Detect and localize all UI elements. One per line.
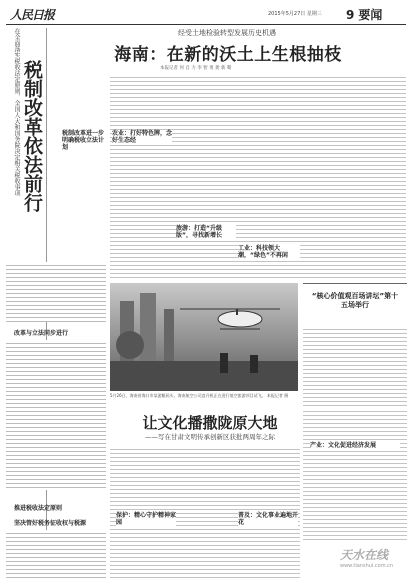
left-article-title: 税制改革依法前行 <box>21 60 43 212</box>
top-story-headline: 海南：在新的沃土上生根抽枝 <box>114 45 342 65</box>
left-body-text-4 <box>6 530 106 578</box>
top-story-subhead-a: 农业：打好特色牌，念好生态经 <box>112 130 173 144</box>
left-article-subtitle: 在全面落实税收法定原则、全国人大和国务院决定相关税收事项 <box>13 28 20 196</box>
left-section-heading-d: 坚决管好税务征收权与税源 <box>14 520 87 527</box>
sidebar-body <box>303 326 407 406</box>
left-section-heading-c: 推进税收法定原则 <box>14 505 63 512</box>
photo-caption: 5月26日，海南省海口市某游艇码头，海南航空公司直升机正在进行低空旅游项目试飞。 本报记者 摄 <box>110 393 289 398</box>
helicopter-photo-scene <box>110 283 298 391</box>
left-section-heading-b: 改革与立法同步进行 <box>14 330 69 337</box>
top-story-subhead-b: 旅游：打造“升级版”，寻找新增长 <box>176 225 236 239</box>
second-story-subhead-a: 保护：精心守护精神家园 <box>116 512 177 526</box>
site-watermark <box>340 546 406 580</box>
page-label <box>346 6 382 23</box>
helicopter-photo <box>110 283 298 391</box>
page-number: 9 <box>346 8 355 22</box>
left-section-heading-a: 税制改革进一步明确税收立法计划 <box>62 130 105 151</box>
masthead <box>6 4 406 25</box>
watermark-text: 天水在线 <box>340 548 389 562</box>
right-column-body <box>303 408 407 540</box>
top-story-subhead-c: 工业：科技领大潮，“绿色”不再闲 <box>238 245 300 259</box>
top-story-kicker: 经受土地检验转型发展历史机遇 <box>178 29 276 37</box>
second-story-subhead-c: 产业：文化促进经济发展 <box>310 442 400 449</box>
watermark-url: www.tianshui.com.cn <box>340 563 394 569</box>
second-story-headline: 让文化播撒陇原大地 <box>142 414 278 432</box>
left-body-text-3 <box>6 340 106 490</box>
second-story-subhead-b: 普及：文化事业遍地开花 <box>238 512 299 526</box>
issue-date: 2015年5月27日 星期三 <box>268 11 322 17</box>
page-section-name: 要闻 <box>358 8 383 22</box>
left-body-text-2 <box>6 262 106 322</box>
sidebar-box <box>303 283 407 324</box>
newspaper-logo: 人民日报 <box>10 8 55 22</box>
second-story-subhead: ——写在甘肃文明传承创新区获批两周年之际 <box>145 433 275 441</box>
top-story-byline: 本报记者 何 自 力 李 智 勇 龚 新 蜀 <box>160 66 232 71</box>
sidebar-title: “核心价值观百场讲坛”第十五场举行 <box>311 292 399 309</box>
left-body-text <box>48 28 106 178</box>
